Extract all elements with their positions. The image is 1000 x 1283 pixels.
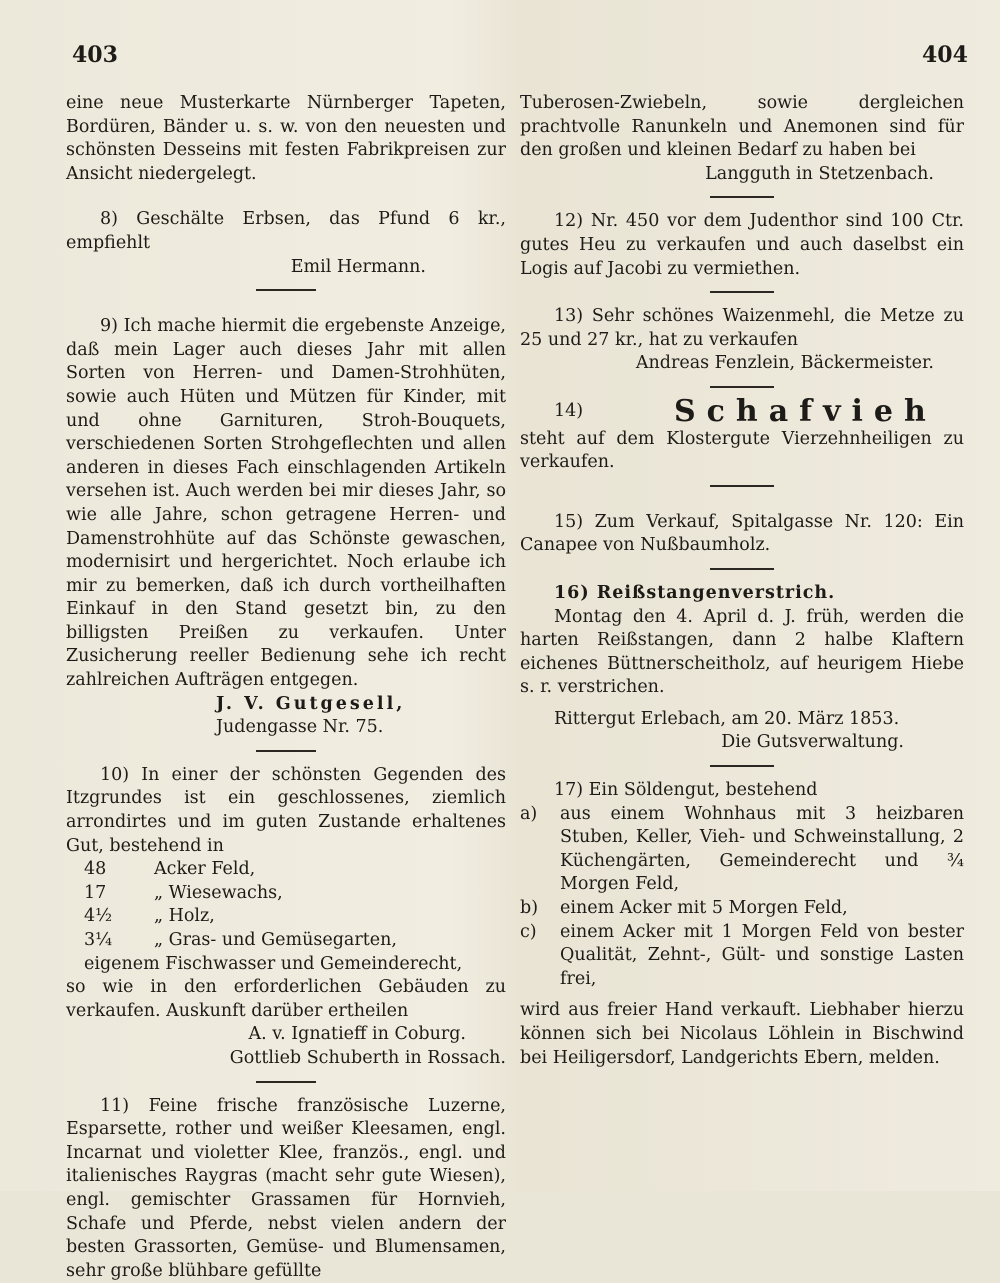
page-number-right: 404 [922, 42, 968, 68]
left-column [66, 92, 506, 1283]
ad-17-item-label: a) [520, 803, 538, 824]
intro-paragraph-right: Tuberosen-Zwiebeln, sowie dergleichen prachtvolle Ranunkeln und Anemonen sind für den großen und kleinen Bedarf zu haben bei [520, 93, 964, 161]
ad-17-item-text: einem Acker mit 5 Morgen Feld, [560, 898, 848, 919]
ad-10-item-text: „ Holz, [154, 906, 215, 927]
ad-17-closing: wird aus freier Hand verkauft. Liebhaber hierzu können sich bei Nicolaus Löhlein in Bischwind bei Heiligersdorf, Landgerichts Ebern, melden. [520, 1000, 964, 1068]
ad-17-item [520, 921, 964, 992]
section-divider [710, 568, 774, 570]
ad-10-item [66, 905, 506, 929]
ad-14-number: 14) [554, 400, 584, 421]
ad-17-item [520, 897, 964, 921]
ad-10-text: 10) In einer der schönsten Gegenden des Itzgrundes ist ein geschlossenes, ziemlich arrondirtes und im guten Zustande erhaltenes Gut, bestehend in [66, 764, 506, 856]
ad-17-item-text: einem Acker mit 1 Morgen Feld von bester Qualität, Zehnt-, Gült- und sonstige Lasten frei, [560, 921, 964, 989]
ad-16-heading: 16) Reißstangenverstrich. [554, 582, 836, 603]
ad-10-item [66, 858, 506, 882]
section-divider [710, 765, 774, 767]
ad-10-closing: so wie in den erforderlichen Gebäuden zu verkaufen. Auskunft darüber ertheilen [66, 977, 506, 1021]
ad-12-text: 12) Nr. 450 vor dem Judenthor sind 100 Ctr. gutes Heu zu verkaufen und auch daselbst ein Logis auf Jacobi zu vermiethen. [520, 211, 964, 279]
ad-9-signature-name: J. V. Gutgesell, [216, 693, 406, 714]
ad-10-signature-1: A. v. Ignatieff in Coburg. [248, 1024, 466, 1045]
section-divider [710, 485, 774, 487]
ad-9-signature-address: Judengasse Nr. 75. [216, 717, 384, 738]
ad-10-item-text: „ Gras- und Gemüsegarten, [154, 930, 397, 950]
ad-10-item-extra: eigenem Fischwasser und Gemeinderecht, [84, 953, 463, 974]
right-column [520, 92, 964, 1070]
ad-16-signature: Die Gutsverwaltung. [721, 732, 904, 753]
ad-9-text: 9) Ich mache hiermit die ergebenste Anzeige, daß mein Lager auch dieses Jahr mit allen Sorten von Herren- und Damen-Strohhüten, sowie auch Hüten und Mützen für Kinder, mit und ohne Garnituren, Stroh-Bouquets, verschiedenen Sorten Strohgeflechten und allen anderen in dieses Fach einschlagenden Artikeln versehen ist. Auch werden bei mir dieses Jahr, so wie alle Jahre, schon getragene Herren- und Damenstrohhüte auf das Schönste gewaschen, modernisirt und hergerichtet. Noch erlaube ich mir zu bemerken, daß ich durch vortheilhaften Einkauf in den Stand gesetzt bin, zu den billigsten Preißen zu verkaufen. Unter Zusicherung reeller Bedienung sehe ich recht zahlreichen Aufträgen entgegen. [66, 316, 506, 691]
section-divider [256, 289, 316, 291]
ad-15-text: 15) Zum Verkauf, Spitalgasse Nr. 120: Ein Canapee von Nußbaumholz. [520, 511, 964, 556]
ad-17-item-label: b) [520, 898, 539, 919]
ad-10-item-text: Acker Feld, [154, 859, 256, 880]
ad-13-signature: Andreas Fenzlein, Bäckermeister. [635, 353, 934, 374]
ad-10-item-number: 4½ [84, 906, 113, 927]
ad-17-item-text: aus einem Wohnhaus mit 3 heizbaren Stuben, Keller, Vieh- und Schweinstallung, 2 Küchengärten, Gemeinderecht und ¾ Morgen Feld, [560, 803, 964, 895]
ad-14-header [520, 393, 964, 429]
section-divider [256, 1081, 316, 1083]
ad-8-signature: Emil Hermann. [290, 256, 426, 277]
ad-14-title: Schafvieh [674, 393, 937, 429]
ad-10-item [66, 929, 506, 953]
ad-16-text: Montag den 4. April d. J. früh, werden die harten Reißstangen, dann 2 halbe Klaftern eichenes Büttnerscheitholz, auf heurigem Hiebe s. r. verstrichen. [520, 606, 964, 698]
ad-17-item [520, 803, 964, 897]
ad-17-item-label: c) [520, 921, 537, 942]
ad-10-item-number: 17 [84, 882, 107, 903]
ad-17-heading: 17) Ein Söldengut, bestehend [554, 780, 818, 801]
ad-10-item-number: 48 [84, 859, 107, 880]
intro-signature: Langguth in Stetzenbach. [705, 163, 934, 184]
ad-14-text: steht auf dem Klostergute Vierzehnheiligen zu verkaufen. [520, 428, 964, 473]
section-divider [710, 196, 774, 198]
ad-10-item-number: 3¼ [84, 930, 113, 950]
section-divider [710, 386, 774, 388]
ad-13-text: 13) Sehr schönes Waizenmehl, die Metze zu 25 und 27 kr., hat zu verkaufen [520, 306, 964, 350]
ad-10-signature-2: Gottlieb Schuberth in Rossach. [229, 1047, 506, 1068]
ad-8-text: 8) Geschälte Erbsen, das Pfund 6 kr., empfiehlt [66, 209, 506, 253]
section-divider [710, 291, 774, 293]
page-number-left: 403 [72, 42, 118, 68]
section-divider [256, 750, 316, 752]
ad-10-item [66, 882, 506, 906]
ad-16-place-date: Rittergut Erlebach, am 20. März 1853. [554, 708, 900, 729]
intro-paragraph-left: eine neue Musterkarte Nürnberger Tapeten, Bordüren, Bänder u. s. w. von den neuesten und schönsten Desseins mit festen Fabrikpreisen zur Ansicht niedergelegt. [66, 93, 506, 184]
ad-10-item-text: „ Wiesewachs, [154, 882, 283, 903]
ad-11-text: 11) Feine frische französische Luzerne, Esparsette, rother und weißer Kleesamen, engl. Incarnat und violetter Klee, französ., engl. und italienisches Raygras (macht sehr gute Wiesen), engl. gemischter Grassamen für Hornvieh, Schafe und Pferde, nebst vielen andern der besten Grassorten, Gemüse- und Blumensamen, sehr große blühbare gefüllte [66, 1095, 506, 1281]
